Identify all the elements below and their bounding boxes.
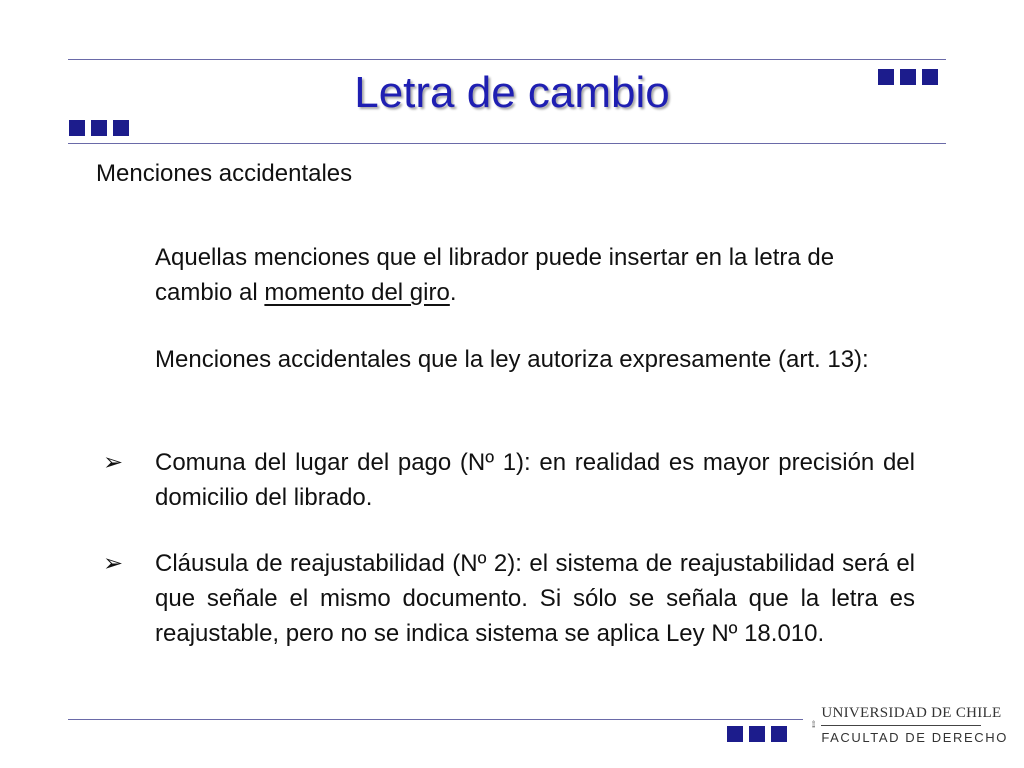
logo-faculty-name: FACULTAD DE DERECHO: [821, 730, 1008, 745]
slide-title: Letra de cambio: [354, 68, 670, 117]
university-crest-icon: [812, 700, 815, 748]
bullet-item-2: [103, 546, 915, 651]
arrow-bullet-icon: ➢: [103, 449, 124, 476]
university-logo: [812, 700, 1008, 752]
arrow-bullet-icon: ➢: [103, 550, 124, 577]
paragraph-definition-text: Aquellas menciones que el librador puede insertar en la letra de cambio al: [155, 244, 835, 306]
decor-squares-bottom: [727, 726, 787, 742]
logo-university-name: UNIVERSIDAD DE CHILE: [821, 705, 1002, 721]
slide-subtitle: Menciones accidentales: [96, 160, 353, 187]
bullet-text-2: Cláusula de reajustabilidad (Nº 2): el sistema de reajustabilidad será el que señale el mismo documento. Si sólo se señala que la letra es reajustable, pero no se indica sistema se aplica Ley Nº 18.010.: [155, 550, 915, 647]
decor-squares-left: [69, 120, 129, 136]
paragraph-definition: [155, 240, 875, 310]
bottom-rule: [68, 719, 803, 720]
paragraph-definition-end: .: [449, 279, 457, 306]
logo-divider: [821, 725, 981, 726]
paragraph-legal-basis: Menciones accidentales que la ley autoriza expresamente (art. 13):: [155, 346, 869, 373]
title-underline-rule: [68, 143, 946, 144]
bullet-text-1: Comuna del lugar del pago (Nº 1): en realidad es mayor precisión del domicilio del librado.: [155, 449, 915, 511]
top-rule: [68, 59, 946, 60]
underlined-term: momento del giro: [264, 279, 450, 306]
bullet-item-1: [103, 445, 915, 515]
